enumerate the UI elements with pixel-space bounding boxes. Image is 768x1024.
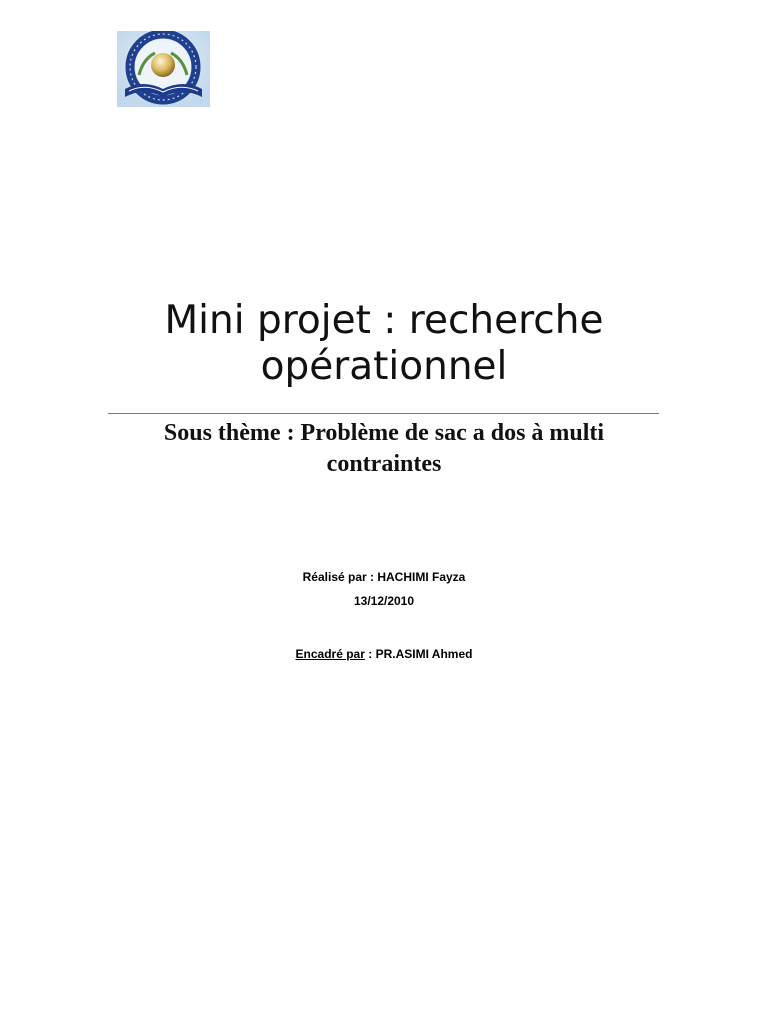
supervisor-separator: : [364, 647, 376, 661]
document-title [60, 298, 708, 390]
subtitle-line-1: Sous thème : Problème de sac a dos à multi [163, 420, 605, 446]
logo-graphic [117, 31, 210, 107]
document-subtitle [80, 418, 688, 480]
document-date: 13/12/2010 [353, 594, 415, 608]
university-logo-icon [117, 31, 210, 107]
author-label: Réalisé par : [302, 570, 378, 584]
title-line-1: Mini projet : recherche [164, 298, 604, 343]
supervisor-line [200, 647, 568, 662]
title-line-2: opérationnel [260, 344, 508, 389]
subtitle-line-2: contraintes [326, 451, 442, 477]
author-line [200, 570, 568, 585]
title-divider [108, 413, 659, 414]
supervisor-label: Encadré par [295, 647, 365, 661]
author-name: HACHIMI Fayza [377, 570, 466, 584]
supervisor-name: PR.ASIMI Ahmed [375, 647, 473, 661]
